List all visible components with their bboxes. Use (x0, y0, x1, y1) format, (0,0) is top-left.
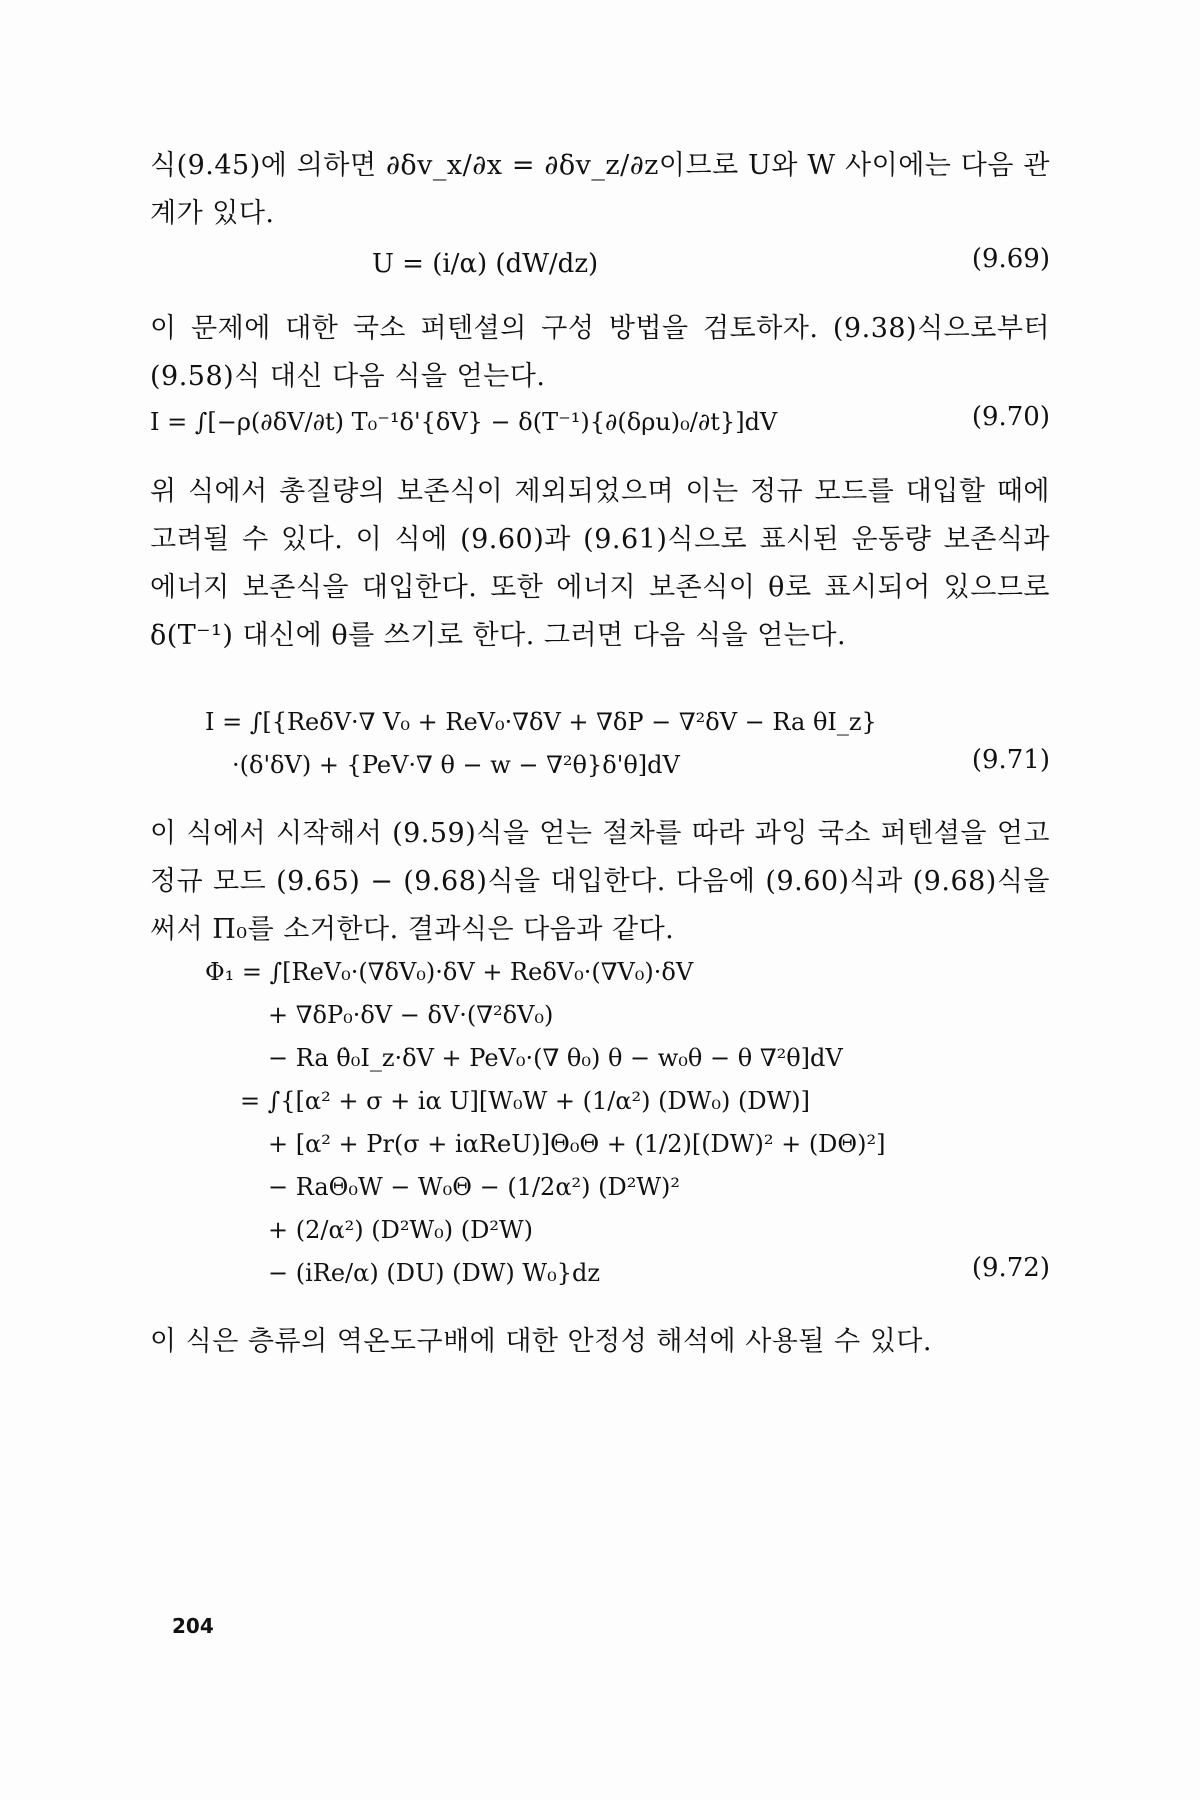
equation-9-69: U = (i/α) (dW/dz) (372, 249, 599, 279)
equation-9-71-line-1: I = ∫[{ReδV·∇ V₀ + ReV₀·∇δV + ∇δP − ∇²δV − Ra θI_z} (205, 708, 877, 736)
equation-9-72-line-1: Φ₁ = ∫[ReV₀·(∇δV₀)·δV + ReδV₀·(∇V₀)·δV (205, 958, 694, 986)
equation-9-71-line-2: ·(δ'δV) + {PeV·∇ θ − w − ∇²θ}δ'θ]dV (232, 751, 680, 779)
equation-9-72-line-2: + ∇δP₀·δV − δV·(∇²δV₀) (268, 1001, 554, 1029)
equation-9-72-line-3: − Ra θ̇₀I_z·δV + PeV₀·(∇ θ₀) θ − w₀θ − θ ∇²θ]dV (268, 1044, 843, 1072)
equation-9-72-line-5: + [α² + Pr(σ + iαReU)]Θ₀Θ + (1/2)[(DW)² + (DΘ)²] (268, 1130, 886, 1158)
equation-number-9-70: (9.70) (971, 402, 1050, 432)
paragraph-2: 이 문제에 대한 국소 퍼텐셜의 구성 방법을 검토하자. (9.38)식으로부터 (9.58)식 대신 다음 식을 얻는다. (150, 313, 1050, 392)
equation-9-72-line-4: = ∫{[α² + σ + iα U][W₀W + (1/α²) (DW₀) (DW)] (240, 1087, 811, 1115)
equation-number-9-69: (9.69) (971, 244, 1050, 274)
equation-9-70: I = ∫[−ρ(∂δV/∂t) T₀⁻¹δ'{δV} − δ(T⁻¹){∂(δρu)₀/∂t}]dV (150, 408, 778, 436)
equation-9-72-line-7: + (2/α²) (D²W₀) (D²W) (268, 1216, 534, 1244)
equation-9-72-line-6: − RaΘ₀W − W₀Θ − (1/2α²) (D²W)² (268, 1173, 681, 1201)
paragraph-5: 이 식은 층류의 역온도구배에 대한 안정성 해석에 사용될 수 있다. (150, 1326, 932, 1357)
equation-number-9-71: (9.71) (971, 745, 1050, 775)
equation-9-72-line-8: − (iRe/α) (DU) (DW) W₀}dz (268, 1259, 600, 1287)
paragraph-4: 이 식에서 시작해서 (9.59)식을 얻는 절차를 따라 과잉 국소 퍼텐셜을 얻고 정규 모드 (9.65) − (9.68)식을 대입한다. 다음에 (9.60)식과 (9.68)식을 써서 Π₀를 소거한다. 결과식은 다음과 같다. (150, 818, 1050, 945)
paragraph-3: 위 식에서 총질량의 보존식이 제외되었으며 이는 정규 모드를 대입할 때에 고려될 수 있다. 이 식에 (9.60)과 (9.61)식으로 표시된 운동량 보존식과 에너지 보존식을 대입한다. 또한 에너지 보존식이 θ로 표시되어 있으므로 δ(T⁻¹) 대신에 θ를 쓰기로 한다. 그러면 다음 식을 얻는다. (150, 476, 1050, 651)
paragraph-1: 식(9.45)에 의하면 ∂δv_x/∂x = ∂δv_z/∂z이므로 U와 W 사이에는 다음 관계가 있다. (150, 150, 1050, 229)
equation-number-9-72: (9.72) (971, 1253, 1050, 1283)
page-number: 204 (172, 1614, 214, 1638)
